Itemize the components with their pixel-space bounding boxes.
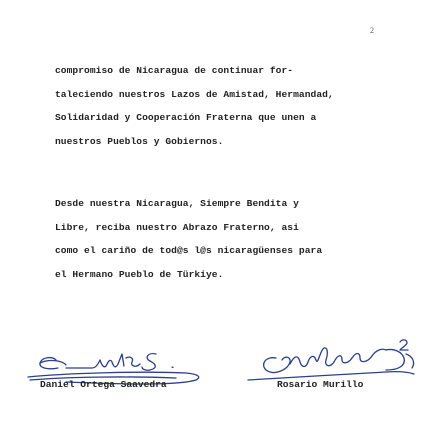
paragraph-2 (55, 192, 390, 286)
paragraph-line: Solidaridad y Cooperación Fraterna que unen a (55, 112, 317, 124)
paragraph-line: el Hermano Pueblo de Türkiye. (55, 268, 224, 280)
paragraph-line: Libre, reciba nuestro Abrazo Fraterno, asi (55, 221, 299, 233)
paragraph-1 (55, 59, 390, 153)
paragraph-line: como el cariño de tod@s l@s nicaragüenses para (55, 245, 323, 257)
paragraph-line: nuestros Pueblos y Gobiernos. (55, 135, 224, 147)
paragraph-line: taleciendo nuestros Lazos de Amistad, Hermandad, (55, 88, 334, 100)
paragraph-line: compromiso de Nicaragua de continuar for- (55, 65, 294, 76)
page-number: 2 (370, 26, 374, 35)
signer-name-murillo: Rosario Murillo (277, 379, 364, 390)
paragraph-line: Desde nuestra Nicaragua, Siempre Bendita y (55, 198, 299, 209)
signer-name-ortega: Daniel Ortega Saavedra (40, 379, 167, 390)
